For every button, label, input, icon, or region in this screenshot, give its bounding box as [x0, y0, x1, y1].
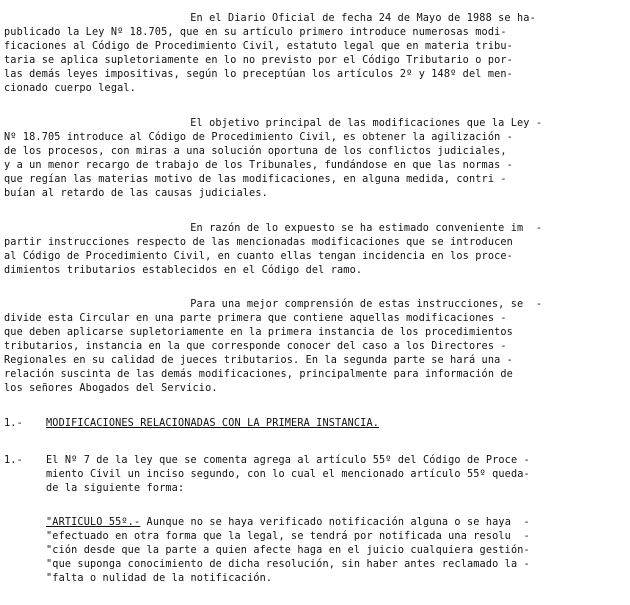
paragraph-4-line-6: relación suscinta de las demás modificaciones, principalmente para información de	[4, 369, 513, 380]
paragraph-2-line-1: El objetivo principal de las modificaciones que la Ley -	[140, 118, 543, 129]
paragraph-3-line-4: dimientos tributarios establecidos en el Código del ramo.	[4, 265, 363, 276]
quote-line-4: "que suponga conocimiento de dicha resolución, sin haber antes reclamado la -	[46, 559, 530, 570]
paragraph-4-line-7: los señores Abogados del Servicio.	[4, 383, 218, 394]
quote-first-line-rest: Aunque no se haya verificado notificación alguna o se haya -	[140, 517, 530, 528]
section-heading-number: 1.-	[4, 418, 23, 429]
paragraph-2-line-3: de los procesos, con miras a una solución oportuna de los conflictos judiciales,	[4, 146, 507, 157]
paragraph-3-line-3: al Código de Procedimiento Civil, en cuanto ellas tengan incidencia en los proce-	[4, 251, 513, 262]
quote-line-3: "ción desde que la parte a quien afecte haga en el juicio cualquiera gestión-	[46, 545, 530, 556]
quote-line-2: "efectuado en otra forma que la legal, se tendrá por notificada una resolu -	[46, 531, 530, 542]
paragraph-3-line-1: En razón de lo expuesto se ha estimado conveniente im -	[140, 223, 543, 234]
paragraph-1-line-5: las demás leyes impositivas, según lo preceptúan los artículos 2º y 148º del men-	[4, 69, 513, 80]
paragraph-1-line-1: En el Diario Oficial de fecha 24 de Mayo de 1988 se ha-	[140, 13, 536, 24]
paragraph-2-line-4: y a un menor recargo de trabajo de los Tribunales, fundándose en que las normas -	[4, 160, 513, 171]
item-1-line-1: El Nº 7 de la ley que se comenta agrega al artículo 55º del Código de Proce -	[46, 455, 530, 466]
paragraph-4-line-3: que deben aplicarse supletoriamente en la primera instancia de los procedimientos	[4, 327, 513, 338]
paragraph-2-line-5: que regían las materias motivo de las modificaciones, en alguna medida, contri -	[4, 174, 507, 185]
paragraph-1-line-3: ficaciones al Código de Procedimiento Civil, estatuto legal que en materia tribu-	[4, 41, 513, 52]
quote-line-5: "falta o nulidad de la notificación.	[46, 573, 273, 584]
section-heading-text: MODIFICACIONES RELACIONADAS CON LA PRIMERA INSTANCIA.	[46, 418, 380, 429]
paragraph-4-line-5: Regionales en su calidad de jueces tributarios. En la segunda parte se hará una -	[4, 355, 513, 366]
paragraph-2-line-6: buían al retardo de las causas judiciales.	[4, 188, 268, 199]
paragraph-2-line-2: Nº 18.705 introduce al Código de Procedimiento Civil, es obtener la agilización -	[4, 132, 513, 143]
paragraph-1-line-6: cionado cuerpo legal.	[4, 83, 136, 94]
paragraph-1-line-2: publicado la Ley Nº 18.705, que en su artículo primero introduce numerosas modi-	[4, 27, 507, 38]
paragraph-4-line-1: Para una mejor comprensión de estas instrucciones, se -	[140, 299, 543, 310]
paragraph-4-line-2: divide esta Circular en una parte primera que contiene aquellas modificaciones -	[4, 313, 507, 324]
paragraph-1-line-4: taria se aplica supletoriamente en lo no previsto por el Código Tributario o por-	[4, 55, 513, 66]
paragraph-4-line-4: tributarios, instancia en la que corresponde conocer del caso a los Directores -	[4, 341, 507, 352]
quote-line-1	[46, 516, 530, 530]
item-1-line-3: de la siguiente forma:	[46, 483, 185, 494]
item-1-line-2: miento Civil un inciso segundo, con lo cual el mencionado artículo 55º queda-	[46, 469, 530, 480]
quote-article-label: "ARTICULO 55º.-	[46, 517, 141, 528]
paragraph-3-line-2: partir instrucciones respecto de las mencionadas modificaciones que se introducen	[4, 237, 513, 248]
item-1-number: 1.-	[4, 455, 23, 466]
